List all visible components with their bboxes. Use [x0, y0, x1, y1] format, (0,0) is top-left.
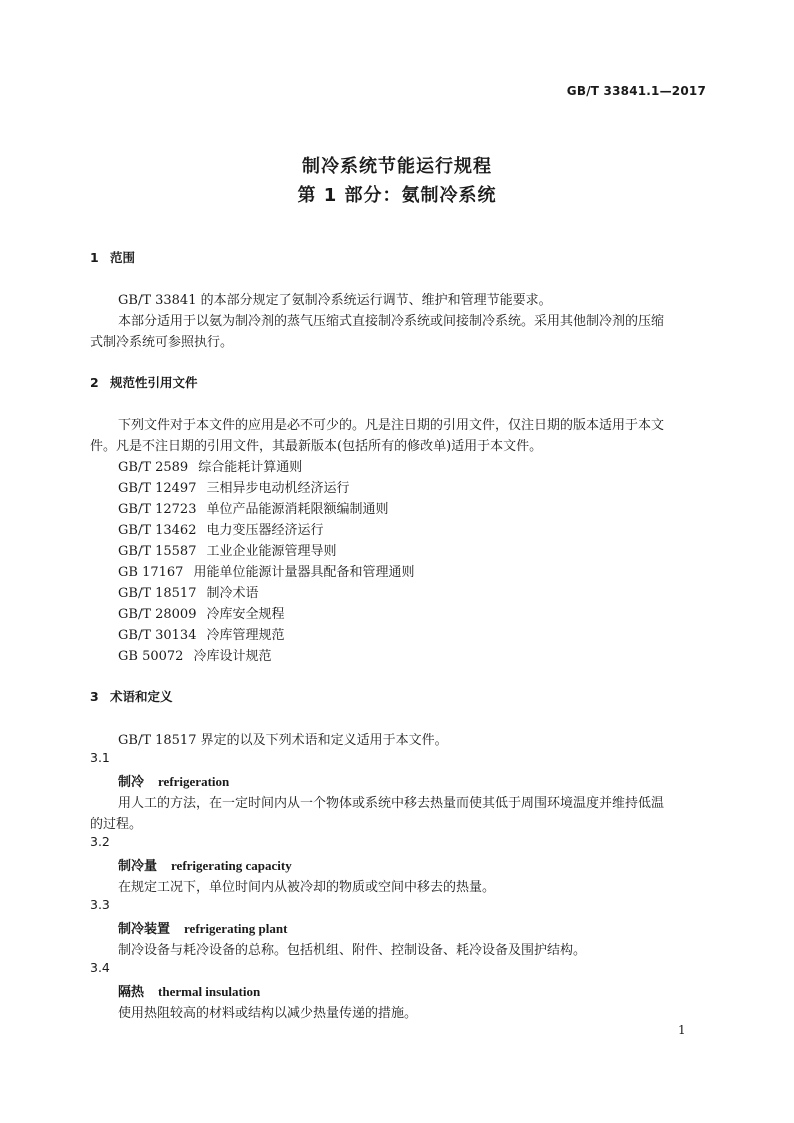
- term-zh: 制冷量: [118, 859, 158, 874]
- term-entry: [118, 918, 287, 937]
- reference-title: 三相异步电动机经济运行: [206, 481, 350, 496]
- paragraph: 下列文件对于本文件的应用是必不可少的。凡是注日期的引用文件，仅注日期的版本适用于本文: [118, 418, 665, 433]
- term-definition: 使用热阻较高的材料或结构以减少热量传递的措施。: [118, 1006, 418, 1021]
- section-number: 2: [90, 375, 99, 390]
- term-en: refrigeration: [158, 774, 230, 789]
- term-entry: [118, 981, 260, 1000]
- reference-code: GB/T 12497: [118, 481, 197, 496]
- reference-item: [118, 645, 271, 664]
- page-number: 1: [678, 1023, 686, 1037]
- reference-code: GB/T 28009: [118, 607, 197, 622]
- reference-title: 制冷术语: [206, 586, 259, 601]
- section-title: 范围: [110, 250, 136, 265]
- reference-title: 冷库管理规范: [206, 628, 285, 643]
- paragraph: 式制冷系统可参照执行。: [90, 335, 234, 350]
- section-number: 3: [90, 689, 99, 704]
- reference-code: GB/T 2589: [118, 460, 189, 475]
- reference-item: [118, 456, 302, 475]
- section-title: 规范性引用文件: [110, 375, 198, 390]
- reference-title: 工业企业能源管理导则: [206, 544, 337, 559]
- term-en: refrigerating capacity: [171, 858, 292, 873]
- standard-number: GB/T 33841.1—2017: [566, 84, 706, 98]
- reference-item: [118, 498, 389, 517]
- section-3-heading: [90, 687, 173, 705]
- reference-title: 综合能耗计算通则: [198, 460, 303, 475]
- reference-item: [118, 561, 414, 580]
- reference-item: [118, 603, 285, 622]
- reference-item: [118, 582, 259, 601]
- document-subtitle: 第 1 部分：氨制冷系统: [297, 185, 497, 206]
- clause-number: 3.4: [90, 960, 110, 975]
- reference-title: 冷库设计规范: [193, 649, 272, 664]
- section-1-heading: [90, 248, 135, 266]
- reference-code: GB/T 30134: [118, 628, 197, 643]
- section-number: 1: [90, 250, 99, 265]
- reference-title: 用能单位能源计量器具配备和管理通则: [193, 565, 415, 580]
- paragraph: GB/T 33841 的本部分规定了氨制冷系统运行调节、维护和管理节能要求。: [118, 293, 552, 308]
- reference-code: GB/T 12723: [118, 502, 197, 517]
- reference-item: [118, 540, 337, 559]
- reference-code: GB 50072: [118, 649, 184, 664]
- paragraph: GB/T 18517 界定的以及下列术语和定义适用于本文件。: [118, 733, 448, 748]
- term-en: refrigerating plant: [184, 921, 288, 936]
- clause-number: 3.1: [90, 750, 110, 765]
- reference-code: GB 17167: [118, 565, 184, 580]
- term-entry: [118, 771, 229, 790]
- reference-item: [118, 624, 285, 643]
- term-zh: 制冷: [118, 775, 145, 790]
- reference-title: 冷库安全规程: [206, 607, 285, 622]
- reference-title: 电力变压器经济运行: [206, 523, 324, 538]
- reference-item: [118, 477, 350, 496]
- section-title: 术语和定义: [110, 689, 173, 704]
- term-definition: 用人工的方法，在一定时间内从一个物体或系统中移去热量而使其低于周围环境温度并维持低温: [118, 796, 665, 811]
- reference-code: GB/T 13462: [118, 523, 197, 538]
- term-entry: [118, 855, 292, 874]
- document-title: 制冷系统节能运行规程: [302, 156, 492, 177]
- term-zh: 制冷装置: [118, 922, 171, 937]
- paragraph: 本部分适用于以氨为制冷剂的蒸气压缩式直接制冷系统或间接制冷系统。采用其他制冷剂的压缩: [118, 314, 665, 329]
- reference-code: GB/T 18517: [118, 586, 197, 601]
- section-2-heading: [90, 373, 198, 391]
- clause-number: 3.3: [90, 897, 110, 912]
- term-zh: 隔热: [118, 985, 145, 1000]
- reference-title: 单位产品能源消耗限额编制通则: [206, 502, 389, 517]
- term-definition: 制冷设备与耗冷设备的总称。包括机组、附件、控制设备、耗冷设备及围护结构。: [118, 943, 587, 958]
- reference-code: GB/T 15587: [118, 544, 197, 559]
- term-definition: 在规定工况下，单位时间内从被冷却的物质或空间中移去的热量。: [118, 880, 496, 895]
- reference-item: [118, 519, 324, 538]
- clause-number: 3.2: [90, 834, 110, 849]
- term-en: thermal insulation: [158, 984, 261, 999]
- paragraph: 件。凡是不注日期的引用文件，其最新版本(包括所有的修改单)适用于本文件。: [90, 439, 543, 454]
- term-definition: 的过程。: [90, 817, 143, 832]
